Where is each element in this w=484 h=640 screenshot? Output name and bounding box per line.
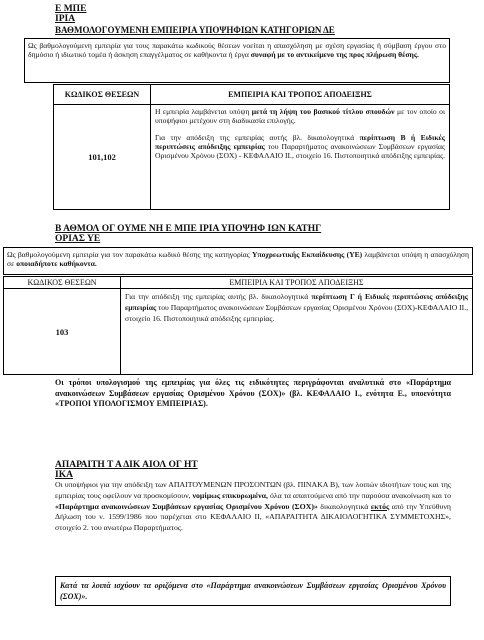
section1-para2: [155, 133, 445, 161]
section2-intro-d: οποιαδήποτε καθήκοντα.: [16, 259, 97, 269]
section3-heading-line1: ΑΠΑΡΑΙΤΗ Τ Α ΔΙΚ ΑΙΟΛ ΟΓ ΗΤ: [55, 460, 198, 470]
section1-intro-bold: συναφή με το αντικείμενο της προς πλήρωση θέσης.: [250, 50, 419, 60]
section1-para2-c: του Παραρτήματος ανακοινώσεων Συμβάσεων εργασίας Ορισμένου Χρόνου (ΣΟΧ) - ΚΕΦΑΛΑΙΟ ΙΙ., στοιχείο 16. Πιστοποιητικά απόδειξης εμπειρίας.: [155, 141, 445, 161]
section2-intro-b: Υποχρεωτικής Εκπαίδευσης (ΥΕ): [252, 250, 363, 259]
section1-col-code-header: ΚΩΔΙΚΟΣ ΘΕΣΕΩΝ: [54, 85, 151, 105]
table-row: [4, 289, 473, 375]
section2-table-header-row: [4, 277, 473, 289]
section2-code-cell: 103: [4, 289, 121, 375]
table-row: [54, 105, 450, 210]
section1-heading-line2: ΙΡΙΑ: [55, 14, 76, 24]
section3-text-f: εκτός: [370, 501, 390, 511]
section1-heading-line1: Ε ΜΠΕ: [55, 4, 87, 14]
section2-para-b: περίπτωση Γ ή Ειδικές περιπτώσεις απόδειξης εμπειρίας: [125, 292, 469, 312]
final-note-box: Κατά τα λοιπά ισχύουν τα οριζόμενα στο «Παράρτημα ανακοινώσεων Συμβάσεων εργασίας Ορισμένου Χρόνου (ΣΟΧ)».: [55, 576, 451, 606]
section2-para-c: του Παραρτήματος ανακοινώσεων Συμβάσεων εργασίας Ορισμένου Χρόνου (ΣΟΧ)-ΚΕΦΑΛΑΙΟ ΙΙ., στοιχείο 16. Πιστοποιητικά απόδειξης εμπειρίας.: [125, 303, 468, 323]
section1-table: [53, 84, 450, 210]
section3-text-h: 1599/1986: [108, 512, 142, 522]
section3-text-g: από την Υπεύθυνη Δήλωση του ν.: [55, 501, 451, 522]
section2-table: [3, 276, 473, 375]
section2-col-experience-header: ΕΜΠΕΙΡΙΑ ΚΑΙ ΤΡΟΠΟΣ ΑΠΟΔΕΙΞΗΣ: [121, 277, 473, 289]
section1-code-cell: 101,102: [54, 105, 151, 210]
section2-heading-line2: ΟΡΙΑΣ ΥΕ: [55, 234, 101, 244]
section2-intro-a: Ως βαθμολογούμενη εμπειρία για τον παρακάτω κωδικό θέσης της κατηγορίας: [7, 250, 250, 259]
section3-text-b: νομίμως επικυρωμένα,: [192, 490, 268, 500]
section2-heading-line1: Β ΑΘΜΟΛ ΟΓ ΟΥΜΕ ΝΗ Ε ΜΠΕ ΙΡΙΑ ΥΠΟΨΗΦ ΙΩΝ ΚΑΤΗΓ: [55, 224, 322, 234]
section2-intro-box: [3, 247, 473, 275]
section3-text-d: «Παράρτημα ανακοινώσεων Συμβάσεων εργασίας Ορισμένου Χρόνου (ΣΟΧ)»: [55, 501, 318, 511]
section1-para1-c: με τον οποίο οι υποψήφιοι μετέχουν στη διαδικασία επιλογής.: [155, 107, 446, 126]
section2-intro-c: λαμβάνεται υπόψη η απασχόληση σε: [7, 250, 469, 269]
section1-experience-cell: [151, 105, 450, 210]
section3-text-a: Οι υποψήφιοι για την απόδειξη των ΑΠΑΙΤΟΥΜΕΝΩΝ ΠΡΟΣΟΝΤΩΝ (βλ. ΠΙΝΑΚΑ Β), των λοιπών ιδιοτήτων τους και της εμπειρίας τους οφείλουν να προσκομίσουν,: [55, 480, 451, 500]
section1-intro-text: Ως βαθμολογούμενη εμπειρία για τους παρακάτω κωδικούς θέσεων νοείται η απασχόληση με σχέση εργασίας ή σύμβαση έργου στο δημόσιο ή ιδιωτικό τομέα ή άσκηση επαγγέλματος σε καθήκοντα ή έργα: [28, 41, 446, 60]
section1-para2-b: περίπτωση Β ή Ειδικές περιπτώσεις απόδειξης εμπειρίας: [155, 132, 446, 151]
section3-text-c: όλα τα απαιτούμενα από την παρούσα ανακοίνωση και το: [269, 490, 451, 500]
section1-para2-a: Για την απόδειξη της εμπειρίας αυτής βλ. δικαιολογητικά: [155, 132, 355, 142]
section1-para1-b: μετά τη λήψη του βασικού τίτλου σπουδών: [251, 107, 395, 116]
section2-para-a: Για την απόδειξη της εμπειρίας αυτής βλ. δικαιολογητικά: [125, 292, 309, 301]
section3-text: [55, 480, 451, 534]
section1-para1: [155, 107, 445, 126]
section3-text-i: που παρέχεται στο ΚΕΦΑΛΑΙΟ ΙΙ, «ΑΠΑΡΑΙΤΗΤΑ ΔΙΚΑΙΟΛΟΓΗΤΙΚΑ ΣΥΜΜΕΤΟΧΗΣ», στοιχείο 2. του ανωτέρω Παραρτήματος.: [55, 512, 451, 533]
section1-intro-box: [24, 38, 450, 83]
section2-experience-cell: [121, 289, 473, 375]
section1-para1-a: Η εμπειρία λαμβάνεται υπόψη: [155, 107, 250, 116]
section1-table-header-row: [54, 85, 450, 105]
section1-col-experience-header: ΕΜΠΕΙΡΙΑ ΚΑΙ ΤΡΟΠΟΣ ΑΠΟΔΕΙΞΗΣ: [151, 85, 450, 105]
section3-heading-line2: ΙΚΑ: [55, 470, 73, 480]
section3-text-e: δικαιολογητικά: [320, 501, 369, 511]
section1-heading-line3: ΒΑΘΜΟΛΟΓΟΥΜΕΝΗ ΕΜΠΕΙΡΙΑ ΥΠΟΨΗΦΙΩΝ ΚΑΤΗΓΟΡΙΩΝ ΔΕ: [55, 25, 335, 35]
section2-para: [125, 291, 468, 324]
section2-col-code-header: ΚΩΔΙΚΟΣ ΘΕΣΕΩΝ: [4, 277, 121, 289]
calculation-note: Οι τρόποι υπολογισμού της εμπειρίας για όλες τις ειδικότητες περιγράφονται αναλυτικά στο «Παράρτημα ανακοινώσεων Συμβάσεων εργασίας Ορισμένου Χρόνου (ΣΟΧ)» (βλ. ΚΕΦΑΛΑΙΟ Ι., ενότητα Ε., υποενότητα «ΤΡΟΠΟΙ ΥΠΟΛΟΓΙΣΜΟΥ ΕΜΠΕΙΡΙΑΣ).: [55, 378, 451, 408]
